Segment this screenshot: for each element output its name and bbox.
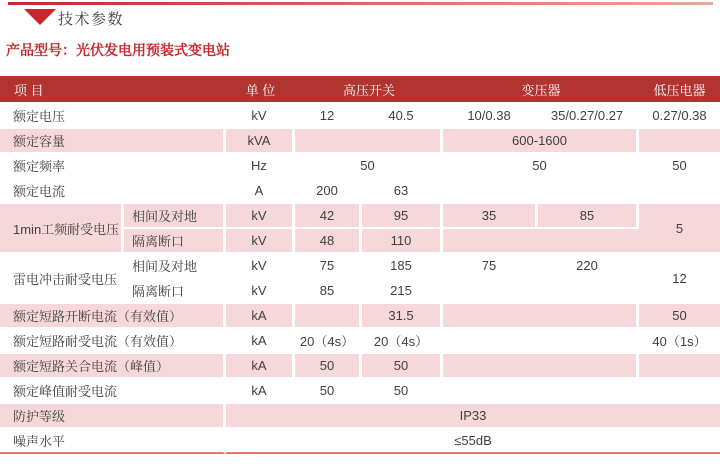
technical-parameters-table: [0, 76, 720, 454]
table-cell: 35: [443, 204, 538, 229]
table-cell: 40.5: [362, 104, 443, 129]
table-row: [0, 354, 720, 379]
table-row: [0, 429, 720, 454]
table-header-row: [0, 76, 720, 104]
table-cell: 12: [639, 254, 720, 304]
table-cell: A: [226, 179, 295, 204]
row-label: 额定电流: [0, 179, 226, 204]
column-header: 项 目: [0, 76, 226, 104]
table-row: [0, 179, 720, 204]
table-cell: 185: [362, 254, 443, 279]
row-label: 额定峰值耐受电流: [0, 379, 226, 404]
row-sublabel: 隔离断口: [124, 229, 226, 254]
table-cell: [443, 379, 639, 404]
table-cell: [295, 129, 443, 154]
row-label: 额定电压: [0, 104, 226, 129]
table-cell: 85: [538, 204, 639, 229]
table-cell: 40（1s）: [639, 329, 720, 354]
table-cell: ≤55dB: [226, 429, 720, 454]
table-row: [0, 379, 720, 404]
table-cell: kV: [226, 104, 295, 129]
product-model-subtitle: 产品型号：光伏发电用预装式变电站: [6, 42, 230, 58]
table-cell: 63: [362, 179, 443, 204]
table-cell: 50: [362, 354, 443, 379]
table-row: [0, 254, 720, 279]
table-cell: 50: [443, 154, 639, 179]
row-sublabel: 相间及对地: [124, 204, 226, 229]
table-cell: [639, 354, 720, 379]
table-cell: 110: [362, 229, 443, 254]
row-label: 1min工频耐受电压: [0, 204, 124, 254]
table-cell: [443, 229, 639, 254]
table-row: [0, 154, 720, 179]
table-cell: 50: [639, 154, 720, 179]
table-cell: kA: [226, 329, 295, 354]
table-cell: kV: [226, 204, 295, 229]
table-cell: [295, 304, 362, 329]
row-label: 噪声水平: [0, 429, 226, 454]
table-cell: [443, 179, 639, 204]
table-cell: [443, 354, 639, 379]
table-cell: kA: [226, 379, 295, 404]
column-header: 低压电器: [639, 76, 720, 104]
table-cell: [443, 304, 639, 329]
table-cell: kV: [226, 279, 295, 304]
table-cell: [639, 379, 720, 404]
table-cell: 95: [362, 204, 443, 229]
row-label: 额定短路开断电流（有效值）: [0, 304, 226, 329]
table-cell: kA: [226, 354, 295, 379]
column-header: 单 位: [226, 76, 295, 104]
table-cell: [443, 329, 639, 354]
table-cell: 75: [295, 254, 362, 279]
table-cell: IP33: [226, 404, 720, 429]
table-body: [0, 104, 720, 454]
table-cell: 35/0.27/0.27: [538, 104, 639, 129]
column-header: 变压器: [443, 76, 639, 104]
column-header: 高压开关: [295, 76, 443, 104]
table-cell: 20（4s）: [362, 329, 443, 354]
table-head: [0, 76, 720, 104]
table-cell: 220: [538, 254, 639, 279]
table-cell: [639, 179, 720, 204]
row-label: 额定容量: [0, 129, 226, 154]
table-cell: 48: [295, 229, 362, 254]
table-cell: 20（4s）: [295, 329, 362, 354]
header-accent-line: [8, 2, 713, 5]
table-row: [0, 404, 720, 429]
row-label: 额定短路耐受电流（有效值）: [0, 329, 226, 354]
table-cell: Hz: [226, 154, 295, 179]
table-cell: 12: [295, 104, 362, 129]
triangle-down-icon: [24, 9, 56, 25]
page-title: 技术参数: [58, 11, 125, 28]
table-cell: 50: [295, 154, 443, 179]
row-label: 防护等级: [0, 404, 226, 429]
table-row: [0, 304, 720, 329]
row-label: 额定频率: [0, 154, 226, 179]
table-cell: kV: [226, 254, 295, 279]
table-cell: 10/0.38: [443, 104, 538, 129]
table-row: [0, 204, 720, 229]
table-cell: 600-1600: [443, 129, 639, 154]
table-cell: 50: [639, 304, 720, 329]
table-cell: [443, 279, 639, 304]
table-cell: 50: [362, 379, 443, 404]
table-cell: 5: [639, 204, 720, 254]
table-row: [0, 129, 720, 154]
table-cell: 85: [295, 279, 362, 304]
table-cell: 42: [295, 204, 362, 229]
table-row: [0, 104, 720, 129]
table-cell: kA: [226, 304, 295, 329]
table-cell: kVA: [226, 129, 295, 154]
table-cell: 31.5: [362, 304, 443, 329]
table-cell: kV: [226, 229, 295, 254]
table-row: [0, 329, 720, 354]
row-sublabel: 隔离断口: [124, 279, 226, 304]
table-cell: [639, 129, 720, 154]
table-cell: 200: [295, 179, 362, 204]
row-label: 额定短路关合电流（峰值）: [0, 354, 226, 379]
table-cell: 50: [295, 379, 362, 404]
row-label: 雷电冲击耐受电压: [0, 254, 124, 304]
table-cell: 215: [362, 279, 443, 304]
row-sublabel: 相间及对地: [124, 254, 226, 279]
table-cell: 75: [443, 254, 538, 279]
table-cell: 0.27/0.38: [639, 104, 720, 129]
table-cell: 50: [295, 354, 362, 379]
